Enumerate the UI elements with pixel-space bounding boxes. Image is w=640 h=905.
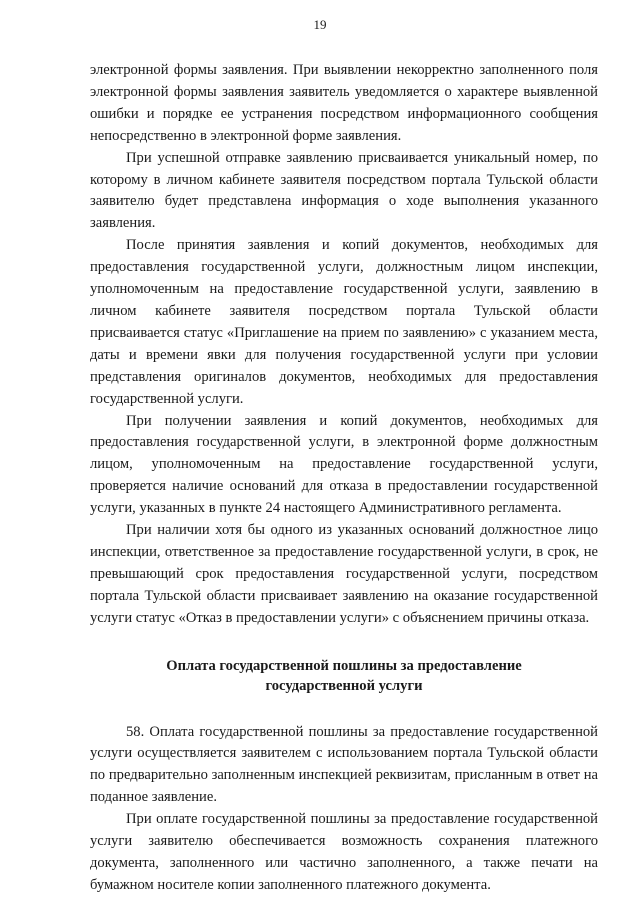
paragraph: При успешной отправке заявлению присваивается уникальный номер, по которому в личном кабинете заявителя посредством портала Тульской области заявителю будет представлена информация о ходе выполнения указанного заявления.	[90, 149, 598, 232]
paragraph: При оплате государственной пошлины за предоставление государственной услуги заявителю обеспечивается возможность сохранения платежного документа, заполненного или частично заполненного, а также печати на бумажном носителе копии заполненного платежного документа.	[90, 811, 598, 893]
paragraph: электронной формы заявления. При выявлении некорректно заполненного поля электронной формы заявления заявитель уведомляется о характере выявленной ошибки и порядке ее устранения посредством информационного сообщения непосредственно в электронной форме заявления.	[90, 62, 598, 144]
page-number: 19	[313, 17, 327, 32]
section-heading-line-1: Оплата государственной пошлины за предоставление	[166, 657, 522, 674]
section-heading	[90, 656, 598, 696]
bottom-paragraphs	[90, 722, 598, 897]
page-content	[90, 60, 598, 897]
paragraph: При наличии хотя бы одного из указанных оснований должностное лицо инспекции, ответственное за предоставление государственной услуги, в срок, не превышающий срок предоставления государственной услуги, посредством портала Тульской области присваивает заявлению на оказание государственной услуги статус «Отказ в предоставлении услуги» с объяснением причины отказа.	[90, 522, 598, 626]
paragraph: 58. Оплата государственной пошлины за предоставление государственной услуги осуществляется заявителем с использованием портала Тульской области по предварительно заполненным инспекцией реквизитам, присланным в ответ на поданное заявление.	[90, 723, 598, 806]
paragraph: При получении заявления и копий документов, необходимых для предоставления государственной услуги, в электронной форме должностным лицом, уполномоченным на предоставление государственной услуги, проверяется наличие оснований для отказа в предоставлении государственной услуги, указанных в пункте 24 настоящего Административного регламента.	[90, 412, 598, 517]
top-paragraphs	[90, 60, 598, 630]
section-heading-line-2: государственной услуги	[265, 677, 423, 694]
paragraph: После принятия заявления и копий документов, необходимых для предоставления государственной услуги, должностным лицом инспекции, уполномоченным на предоставление государственной услуги, заявлению в личном кабинете заявителя посредством портала Тульской области присваивается статус «Приглашение на прием по заявлению» с указанием места, даты и времени явки для получения государственной услуги при условии представления оригиналов документов, необходимых для предоставления государственной услуги.	[90, 237, 598, 407]
